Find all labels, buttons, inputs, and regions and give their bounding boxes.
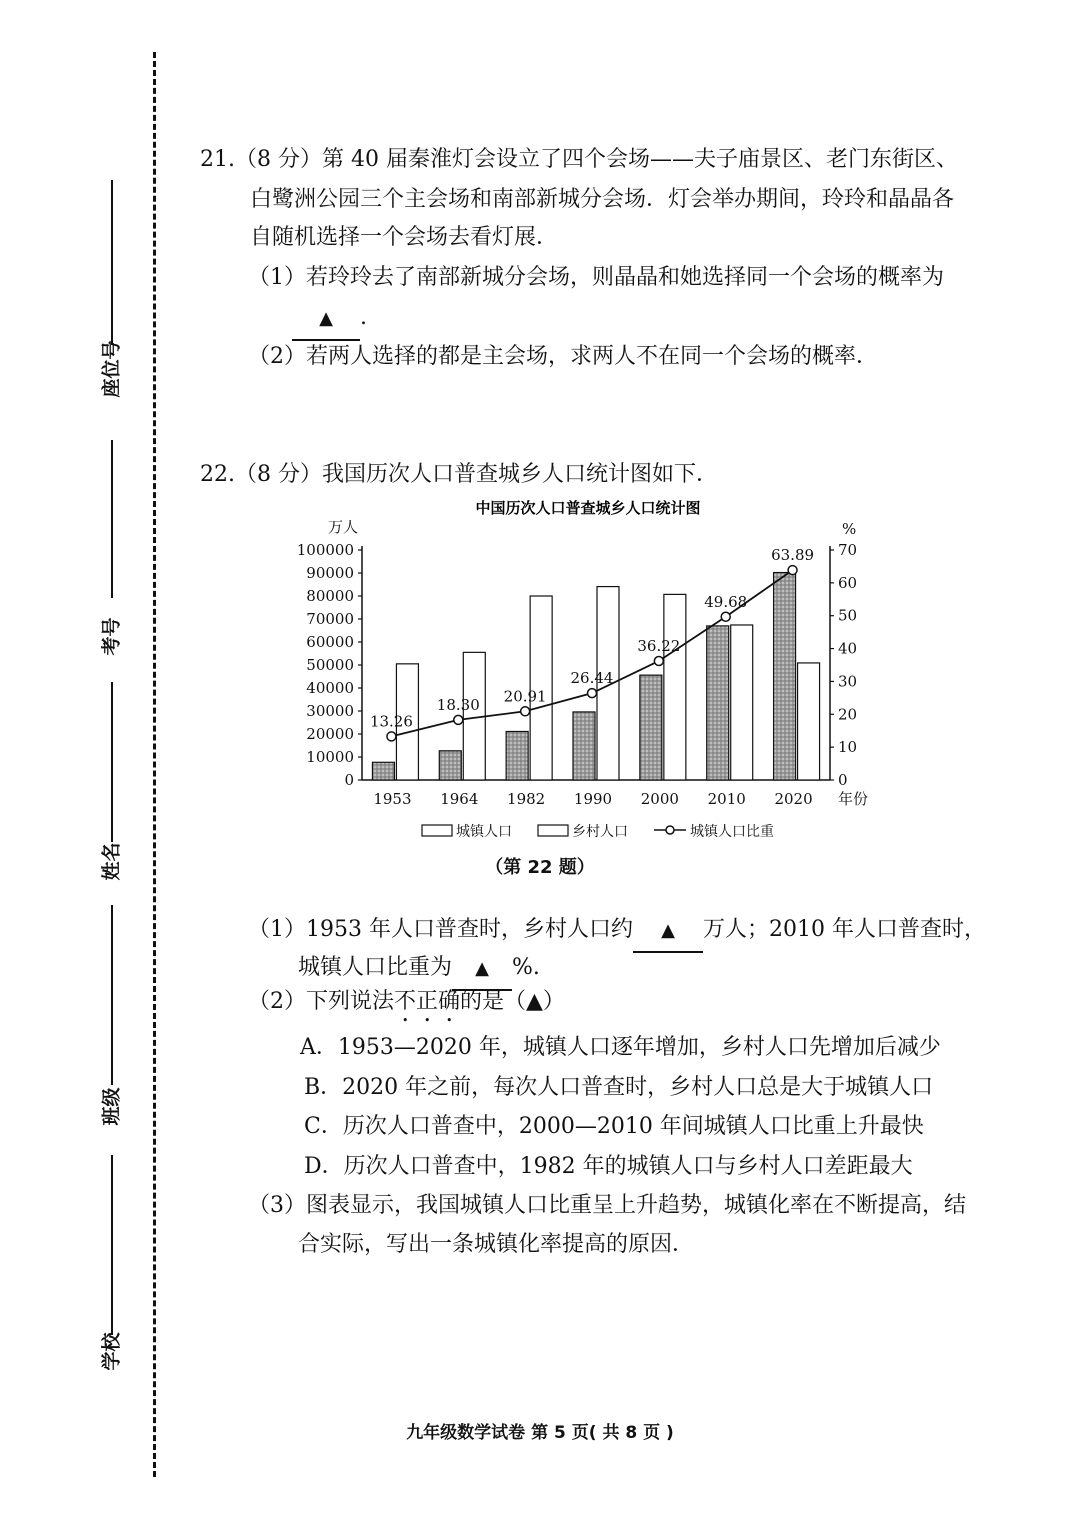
x-tick-label: 2010 xyxy=(707,790,746,808)
class-label: 班级 xyxy=(100,1087,123,1126)
x-tick-label: 1964 xyxy=(440,790,479,808)
urban-bar xyxy=(372,762,394,780)
q22-sub1-text-c: 城镇人口比重为 xyxy=(298,955,453,980)
urban-ratio-data-label: 20.91 xyxy=(503,687,547,706)
right-tick-label: 20 xyxy=(838,705,858,724)
right-tick-label: 0 xyxy=(838,771,848,789)
left-tick-label: 30000 xyxy=(306,702,354,720)
exam-number-separator xyxy=(111,440,113,598)
rural-population-blank[interactable]: ▲ xyxy=(633,911,703,953)
emphasis-not-correct: 不正确 xyxy=(394,989,461,1014)
right-tick-label: 50 xyxy=(838,606,858,625)
seat-number-label: 座位号 xyxy=(100,340,123,398)
left-tick-label: 100000 xyxy=(296,541,354,559)
legend-urban-label: 城镇人口 xyxy=(456,824,512,840)
urban-ratio-point xyxy=(654,656,663,665)
period: . xyxy=(360,305,367,330)
exam-number-label: 考号 xyxy=(100,617,123,656)
q22-sub3-line2: 合实际，写出一条城镇化率提高的原因． xyxy=(298,1232,695,1257)
urban-ratio-point xyxy=(721,612,730,621)
right-tick-label: 40 xyxy=(838,639,858,658)
urban-bar xyxy=(573,712,595,780)
left-tick-label: 0 xyxy=(344,771,354,789)
option-c[interactable]: C．历次人口普查中，2000—2010 年间城镇人口比重上升最快 xyxy=(304,1114,924,1139)
legend-urban-swatch xyxy=(422,825,452,836)
urban-ratio-data-label: 18.30 xyxy=(436,695,480,714)
rural-bar xyxy=(798,663,820,780)
right-tick-label: 30 xyxy=(838,672,858,691)
answer-blank[interactable]: ▲ xyxy=(292,299,360,341)
legend-rural-swatch xyxy=(538,825,568,836)
name-separator xyxy=(111,682,113,842)
urban-bar xyxy=(506,731,528,780)
q22-sub1-line1 xyxy=(248,910,986,953)
rural-bar xyxy=(731,625,753,780)
name-label: 姓名 xyxy=(100,842,123,881)
urban-bar xyxy=(640,675,662,780)
urban-ratio-point xyxy=(454,715,463,724)
urban-ratio-data-label: 26.44 xyxy=(570,669,614,688)
left-tick-label: 20000 xyxy=(306,725,354,743)
urban-ratio-data-label: 63.89 xyxy=(771,546,815,565)
q22-sub2-text-a: （2）下列说法 xyxy=(248,989,394,1014)
page-footer: 九年级数学试卷 第 5 页( 共 8 页 ) xyxy=(406,1423,674,1443)
urban-ratio-point xyxy=(588,689,597,698)
urban-ratio-point xyxy=(788,566,797,575)
urban-bar xyxy=(439,751,461,780)
x-tick-label: 1990 xyxy=(573,790,613,808)
population-chart xyxy=(290,490,900,840)
legend-rural-label: 乡村人口 xyxy=(572,824,628,840)
option-d[interactable]: D．历次人口普查中，1982 年的城镇人口与乡村人口差距最大 xyxy=(304,1154,913,1179)
q21-sub1: （1）若玲玲去了南部新城分会场，则晶晶和她选择同一个会场的概率为 xyxy=(248,265,944,290)
right-axis-unit: % xyxy=(842,520,857,538)
q21-sub1-answer xyxy=(292,298,367,341)
rural-bar xyxy=(664,594,686,780)
chart-title: 中国历次人口普查城乡人口统计图 xyxy=(475,499,701,517)
urban-ratio-point xyxy=(521,707,530,716)
right-tick-label: 10 xyxy=(838,738,858,757)
right-tick-label: 60 xyxy=(838,573,858,592)
binding-dashed-line xyxy=(153,52,156,1477)
q21-line3: 自随机选择一个会场去看灯展． xyxy=(250,225,559,250)
left-tick-label: 90000 xyxy=(306,564,354,582)
urban-bar xyxy=(707,626,729,780)
left-tick-label: 50000 xyxy=(306,656,354,674)
left-tick-label: 40000 xyxy=(306,679,354,697)
urban-ratio-data-label: 49.68 xyxy=(704,592,748,611)
urban-ratio-blank[interactable]: ▲ xyxy=(452,949,512,991)
x-tick-label: 2020 xyxy=(774,790,813,808)
option-b[interactable]: B．2020 年之前，每次人口普查时，乡村人口总是大于城镇人口 xyxy=(304,1075,934,1100)
x-tick-label: 1982 xyxy=(507,790,546,808)
class-separator xyxy=(111,905,113,1085)
x-tick-label: 2000 xyxy=(640,790,679,808)
percent-sign: %. xyxy=(512,955,540,980)
chart-caption: （第 22 题） xyxy=(485,857,595,878)
q21-line1: 21.（8 分）第 40 届秦淮灯会设立了四个会场——夫子庙景区、老门东街区、 xyxy=(200,147,958,172)
legend-ratio-label: 城镇人口比重 xyxy=(690,824,774,840)
q22-sub3-line1: （3）图表显示，我国城镇人口比重呈上升趋势，城镇化率在不断提高，结 xyxy=(248,1193,966,1218)
q22-sub2 xyxy=(248,982,565,1027)
q21-line2: 白鹭洲公园三个主会场和南部新城分会场．灯会举办期间，玲玲和晶晶各 xyxy=(250,187,955,212)
left-tick-label: 60000 xyxy=(306,633,354,651)
chart-legend xyxy=(422,823,774,840)
left-axis-unit: 万人 xyxy=(328,518,359,536)
right-tick-label: 70 xyxy=(838,541,858,559)
left-tick-label: 10000 xyxy=(306,748,354,766)
school-label: 学校 xyxy=(100,1332,123,1371)
q22-sub1-text-a: （1）1953 年人口普查时，乡村人口约 xyxy=(248,917,633,942)
left-tick-label: 70000 xyxy=(306,610,354,628)
urban-ratio-data-label: 13.26 xyxy=(369,712,413,731)
legend-ratio-marker xyxy=(666,826,674,834)
q22-sub2-text-b: 的是（▲） xyxy=(460,989,565,1014)
left-tick-label: 80000 xyxy=(306,587,354,605)
option-a[interactable]: A．1953—2020 年，城镇人口逐年增加，乡村人口先增加后减少 xyxy=(300,1035,941,1060)
urban-ratio-point xyxy=(387,732,396,741)
seat-number-line xyxy=(111,180,113,345)
q21-sub2: （2）若两人选择的都是主会场，求两人不在同一个会场的概率． xyxy=(248,344,878,369)
school-separator xyxy=(111,1155,113,1335)
x-tick-label: 1953 xyxy=(373,790,412,808)
q22-intro: 22.（8 分）我国历次人口普查城乡人口统计图如下． xyxy=(200,462,718,487)
q22-sub1-text-b: 万人；2010 年人口普查时， xyxy=(702,917,986,942)
x-axis-label: 年份 xyxy=(838,790,869,808)
urban-bar xyxy=(774,573,796,780)
urban-ratio-data-label: 36.22 xyxy=(637,636,681,655)
